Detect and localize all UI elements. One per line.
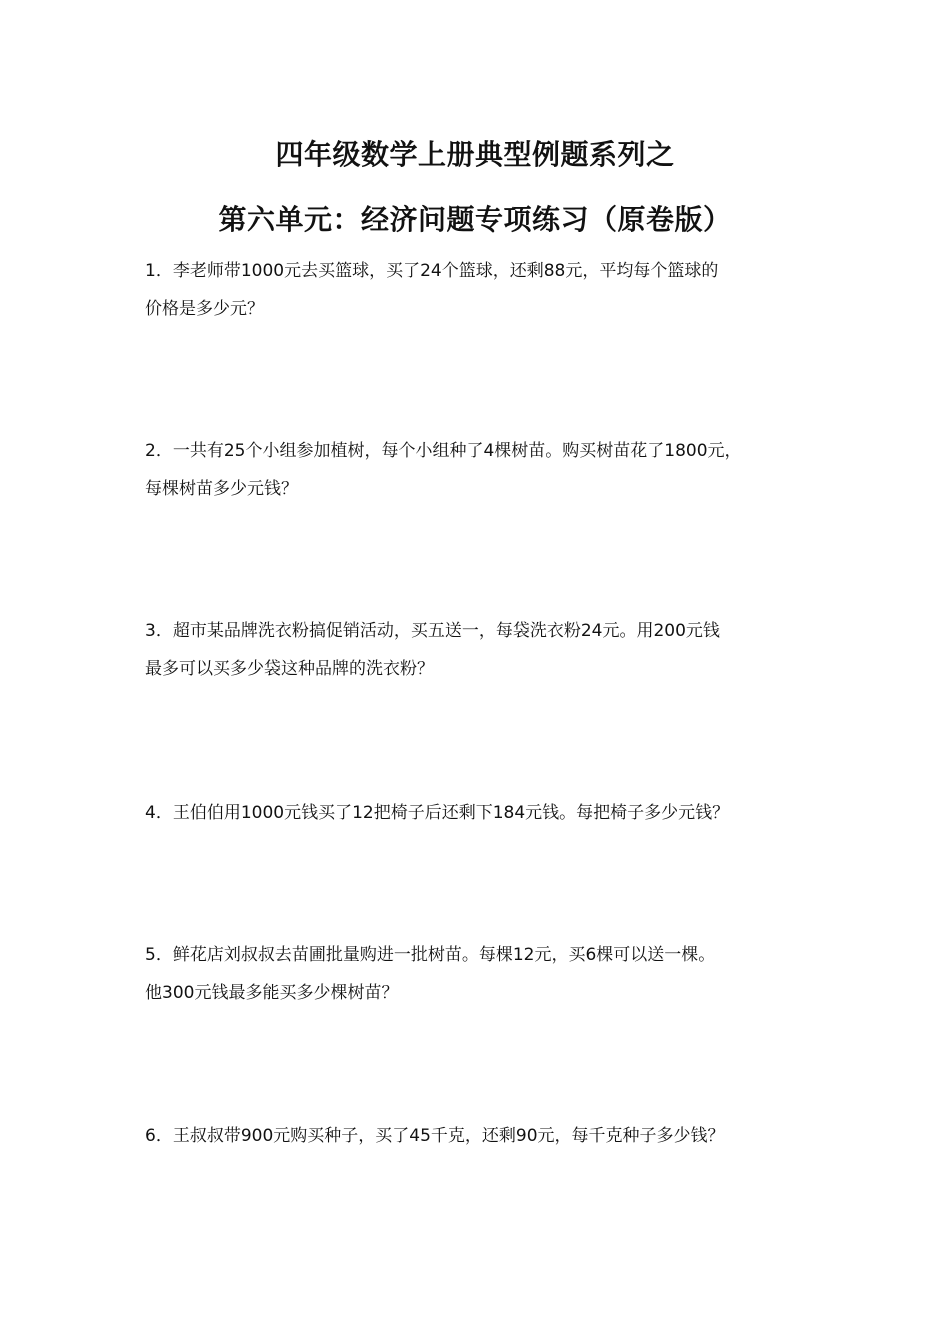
question-6-line-1: 6．王叔叔带900元购买种子，买了45千克，还剩90元，每千克种子多少钱？	[145, 1126, 725, 1146]
question-1	[145, 252, 825, 328]
question-4	[145, 794, 825, 832]
question-3-line-2: 最多可以买多少袋这种品牌的洗衣粉？	[145, 659, 434, 679]
question-5	[145, 936, 825, 1012]
question-4-line-1: 4．王伯伯用1000元钱买了12把椅子后还剩下184元钱。每把椅子多少元钱？	[145, 803, 730, 823]
question-6	[145, 1117, 825, 1155]
page-subtitle: 第六单元：经济问题专项练习（原卷版）	[218, 203, 732, 236]
page-title: 四年级数学上册典型例题系列之	[275, 138, 675, 171]
question-2	[145, 432, 825, 508]
question-3	[145, 612, 825, 688]
question-3-line-1: 3．超市某品牌洗衣粉搞促销活动，买五送一，每袋洗衣粉24元。用200元钱	[145, 621, 720, 641]
question-2-line-1: 2．一共有25个小组参加植树，每个小组种了4棵树苗。购买树苗花了1800元，	[145, 441, 742, 461]
question-5-line-1: 5．鲜花店刘叔叔去苗圃批量购进一批树苗。每棵12元，买6棵可以送一棵。	[145, 945, 716, 965]
question-2-line-2: 每棵树苗多少元钱？	[145, 479, 298, 499]
question-1-line-1: 1．李老师带1000元去买篮球，买了24个篮球，还剩88元，平均每个篮球的	[145, 261, 719, 281]
question-5-line-2: 他300元钱最多能买多少棵树苗？	[145, 983, 399, 1003]
question-1-line-2: 价格是多少元？	[145, 299, 264, 319]
